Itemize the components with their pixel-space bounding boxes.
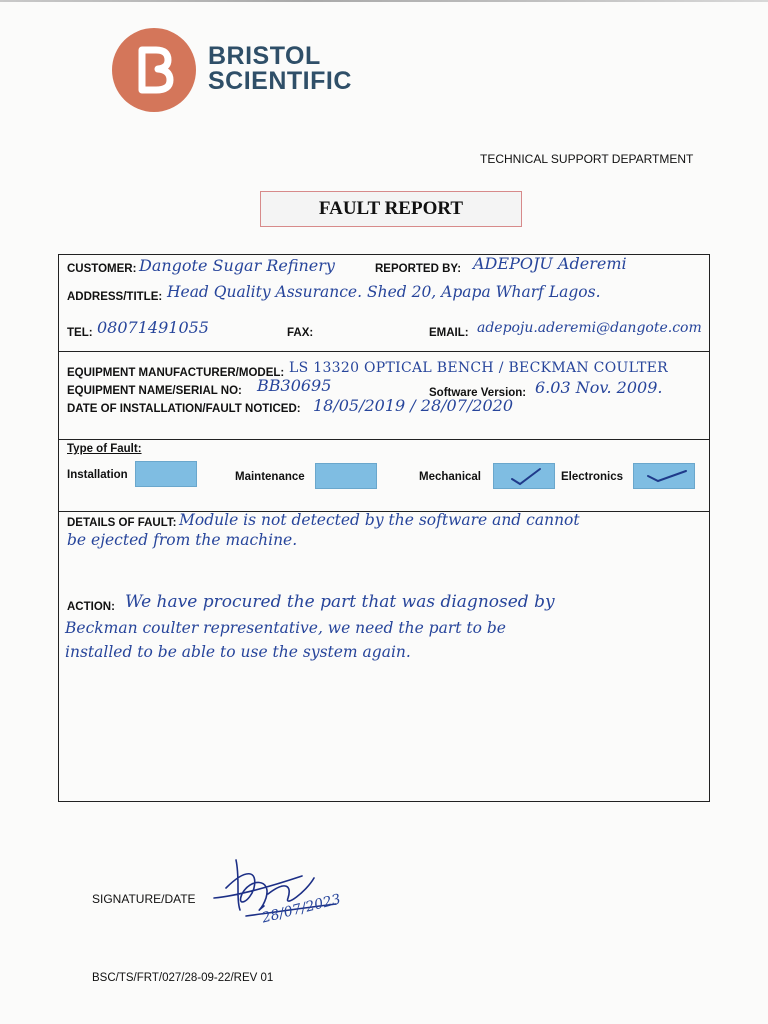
serial-label: EQUIPMENT NAME/SERIAL NO: xyxy=(67,385,242,397)
address-label: ADDRESS/TITLE: xyxy=(67,291,163,303)
action-line-1: We have procured the part that was diagnosed by xyxy=(125,592,555,612)
department-label: TECHNICAL SUPPORT DEPARTMENT xyxy=(480,152,694,166)
software-label: Software Version: xyxy=(429,387,527,399)
page-title-text: FAULT REPORT xyxy=(318,198,464,219)
divider xyxy=(59,351,709,352)
page-title xyxy=(260,191,522,227)
brand-line-1: BRISTOL xyxy=(208,42,321,70)
brand-line-2: SCIENTIFIC xyxy=(208,67,352,95)
software-value: 6.03 Nov. 2009. xyxy=(535,378,663,397)
action-line-3: installed to be able to use the system again. xyxy=(65,643,411,661)
customer-label: CUSTOMER: xyxy=(67,263,137,275)
electronics-checkbox[interactable] xyxy=(633,463,695,489)
action-label: ACTION: xyxy=(67,601,115,613)
tel-value: 08071491055 xyxy=(97,318,209,337)
mechanical-checkbox[interactable] xyxy=(493,463,555,489)
details-label: DETAILS OF FAULT: xyxy=(67,517,177,529)
signature-label: SIGNATURE/DATE xyxy=(92,892,196,906)
fax-label: FAX: xyxy=(287,327,314,339)
address-value: Head Quality Assurance. Shed 20, Apapa Wharf Lagos. xyxy=(167,283,601,301)
signature-date: 28/07/2023 xyxy=(260,891,343,927)
details-line-2: be ejected from the machine. xyxy=(67,531,298,549)
signature-image xyxy=(206,858,366,948)
bristol-logo-icon xyxy=(112,28,196,112)
maintenance-checkbox[interactable] xyxy=(315,463,377,489)
action-line-2: Beckman coulter representative, we need the part to be xyxy=(65,619,506,637)
top-edge xyxy=(0,0,768,2)
date-value: 18/05/2019 / 28/07/2020 xyxy=(313,396,513,415)
details-line-1: Module is not detected by the software and cannot xyxy=(179,511,580,529)
checkmark-icon xyxy=(494,464,556,490)
reported-by-label: REPORTED BY: xyxy=(375,263,462,275)
electronics-label: Electronics xyxy=(561,471,623,483)
installation-label: Installation xyxy=(67,469,128,481)
divider xyxy=(59,439,709,440)
brand-name xyxy=(208,44,352,94)
fault-report-form xyxy=(58,254,710,802)
email-label: EMAIL: xyxy=(429,327,469,339)
date-label: DATE OF INSTALLATION/FAULT NOTICED: xyxy=(67,403,301,415)
manufacturer-value: LS 13320 OPTICAL BENCH / BECKMAN COULTER xyxy=(289,360,669,376)
customer-value: Dangote Sugar Refinery xyxy=(139,256,335,275)
reported-by-value: ADEPOJU Aderemi xyxy=(473,254,627,273)
manufacturer-label: EQUIPMENT MANUFACTURER/MODEL: xyxy=(67,367,285,379)
serial-value: BB30695 xyxy=(257,376,332,395)
mechanical-label: Mechanical xyxy=(419,471,481,483)
email-value: adepoju.aderemi@dangote.com xyxy=(477,320,702,336)
footer-document-code: BSC/TS/FRT/027/28-09-22/REV 01 xyxy=(92,972,274,984)
checkmark-icon xyxy=(634,464,696,490)
installation-checkbox[interactable] xyxy=(135,461,197,487)
tel-label: TEL: xyxy=(67,327,93,339)
maintenance-label: Maintenance xyxy=(235,471,305,483)
fault-type-heading: Type of Fault: xyxy=(67,443,142,455)
